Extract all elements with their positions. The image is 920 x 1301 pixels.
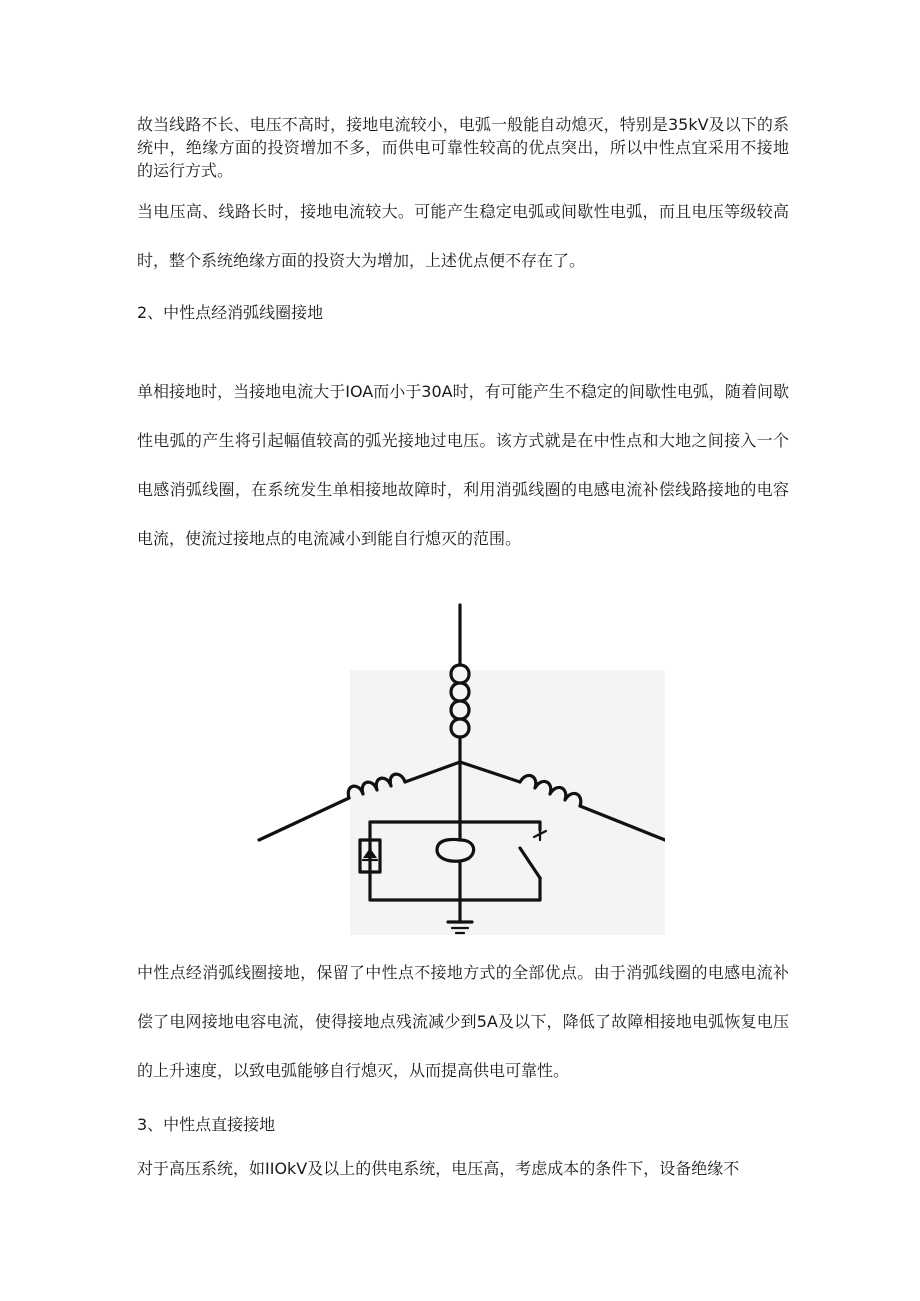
left-phase-line bbox=[259, 798, 349, 840]
paragraph-direct-grounding: 对于高压系统，如IIOkV及以上的供电系统，电压高，考虑成本的条件下，设备绝缘不 bbox=[137, 1159, 740, 1178]
paragraph-arc-suppression-benefits: 中性点经消弧线圈接地，保留了中性点不接地方式的全部优点。由于消弧线圈的电感电流补偿了电网接地电容电流，使得接地点残流减少到5A及以下，降低了故障相接地电弧恢复电压的上升速度，以致电弧能够自行熄灭，从而提高供电可靠性。 bbox=[137, 963, 789, 1080]
paragraph-high-voltage-drawback: 当电压高、线路长时，接地电流较大。可能产生稳定电弧或间歇性电弧，而且电压等级较高时，整个系统绝缘方面的投资大为增加，上述优点便不存在了。 bbox=[137, 202, 789, 270]
heading-arc-suppression-coil: 2、中性点经消弧线圈接地 bbox=[137, 303, 324, 322]
paragraph-ungrounded-advantages: 故当线路不长、电压不高时，接地电流较小，电弧一般能自动熄灭，特别是35kV及以下的系统中，绝缘方面的投资增加不多，而供电可靠性较高的优点突出，所以中性点宜采用不接地的运行方式。 bbox=[137, 115, 789, 180]
diagram-background bbox=[350, 670, 665, 935]
arc-suppression-coil-diagram bbox=[255, 600, 665, 940]
heading-direct-grounding: 3、中性点直接接地 bbox=[137, 1115, 276, 1134]
paragraph-arc-suppression-method: 单相接地时，当接地电流大于IOA而小于30A时，有可能产生不稳定的间歇性电弧，随着间歇性电弧的产生将引起幅值较高的弧光接地过电压。该方式就是在中性点和大地之间接入一个电感消弧线圈，在系统发生单相接地故障时，利用消弧线圈的电感电流补偿线路接地的电容电流，使流过接地点的电流减小到能自行熄灭的范围。 bbox=[137, 382, 789, 548]
